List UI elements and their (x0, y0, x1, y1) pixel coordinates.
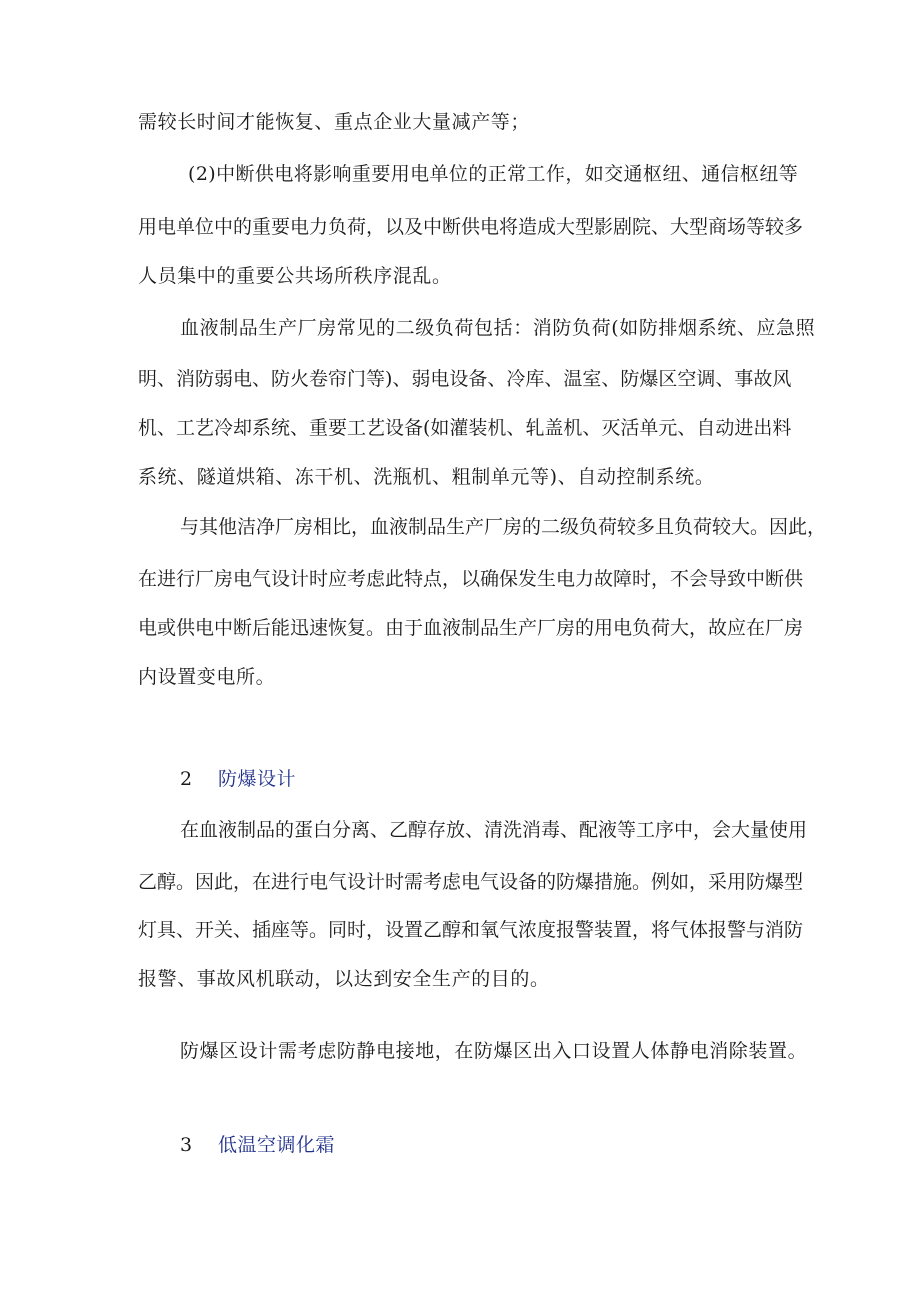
text-line: 在血液制品的蛋白分离、乙醇存放、清洗消毒、配液等工序中，会大量使用 (180, 819, 808, 841)
text-line: 明、消防弱电、防火卷帘门等)、弱电设备、冷库、温室、防爆区空调、事故风 (138, 368, 792, 390)
text-line: (2)中断供电将影响重要用电单位的正常工作，如交通枢纽、通信枢纽等 (188, 163, 799, 185)
text-line: 用电单位中的重要电力负荷，以及中断供电将造成大型影剧院、大型商场等较多 (138, 216, 804, 238)
text-line: 乙醇。因此，在进行电气设计时需考虑电气设备的防爆措施。例如，采用防爆型 (138, 871, 804, 893)
section-number: 3 (180, 1134, 193, 1156)
text-line: 机、工艺冷却系统、重要工艺设备(如灌装机、轧盖机、灭活单元、自动进出料 (138, 417, 792, 439)
text-line: 人员集中的重要公共场所秩序混乱。 (138, 265, 452, 287)
text-line: 防爆区设计需考虑防静电接地，在防爆区出入口设置人体静电消除装置。 (180, 1040, 808, 1062)
text-line: 报警、事故风机联动，以达到安全生产的目的。 (138, 968, 550, 990)
text-line: 灯具、开关、插座等。同时，设置乙醇和氧气浓度报警装置，将气体报警与消防 (138, 919, 804, 941)
text-line: 系统、隧道烘箱、冻干机、洗瓶机、粗制单元等)、自动控制系统。 (138, 466, 715, 488)
text-line: 在进行厂房电气设计时应考虑此特点，以确保发生电力故障时，不会导致中断供 (138, 568, 804, 590)
section-title: 防爆设计 (218, 768, 297, 790)
text-line: 与其他洁净厂房相比，血液制品生产厂房的二级负荷较多且负荷较大。因此， (180, 516, 827, 538)
text-line: 需较长时间才能恢复、重点企业大量减产等； (138, 111, 531, 133)
text-line: 内设置变电所。 (138, 666, 276, 688)
text-line: 血液制品生产厂房常见的二级负荷包括：消防负荷(如防排烟系统、应急照 (180, 317, 816, 339)
section-number: 2 (180, 768, 193, 790)
text-line: 电或供电中断后能迅速恢复。由于血液制品生产厂房的用电负荷大，故应在厂房 (138, 617, 804, 639)
section-title: 低温空调化霜 (218, 1134, 336, 1156)
